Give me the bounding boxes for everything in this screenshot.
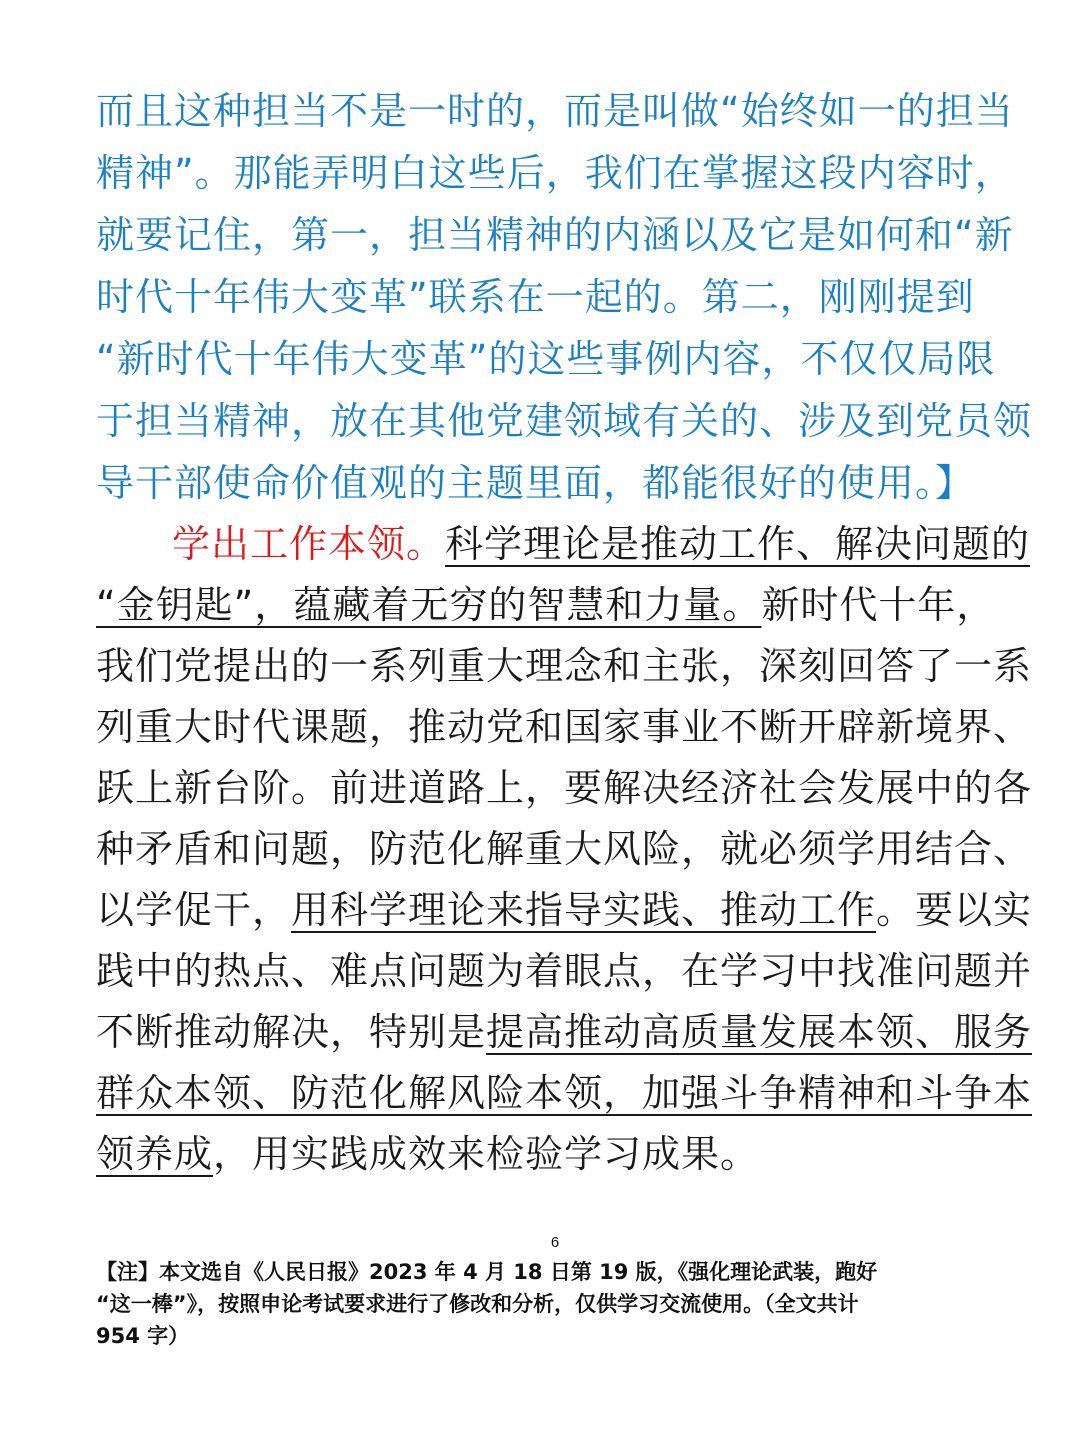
body-line <box>96 880 1033 941</box>
commentary-line: 导干部使命价值观的主题里面，都能很好的使用。】 <box>96 461 975 505</box>
underlined-text: 领养成 <box>96 1132 214 1176</box>
footnote-line: 954 字） <box>96 1324 190 1348</box>
underlined-text: 群众本领、防范化解风险本领，加强斗争精神和斗争本 <box>96 1071 1033 1115</box>
body-text: 新时代十年， <box>761 583 996 627</box>
body-text: 。要以实 <box>876 888 1033 932</box>
section-heading: 学出工作本领。 <box>172 522 446 566</box>
footnote-line: 【注】本文选自《人民日报》2023 年 4 月 18 日第 19 版，《强化理论武装，跑好 <box>96 1260 878 1284</box>
body-text: 不断推动解决，特别是 <box>96 1010 487 1054</box>
underlined-text: “金钥匙”，蕴藏着无穷的智慧和力量。 <box>96 583 762 627</box>
body-line: 列重大时代课题，推动党和国家事业不断开辟新境界、 <box>96 705 1033 749</box>
underlined-text: 提高推动高质量发展本领、服务 <box>486 1010 1033 1054</box>
commentary-line: 于担当精神，放在其他党建领域有关的、涉及到党员领 <box>96 399 1033 443</box>
commentary-line: 精神”。那能弄明白这些后，我们在掌握这段内容时， <box>96 151 1014 195</box>
commentary-line: 时代十年伟大变革”联系在一起的。第二，刚刚提到 <box>96 275 975 319</box>
body-line: 践中的热点、难点问题为着眼点，在学习中找准问题并 <box>96 949 1033 993</box>
commentary-line: 就要记住，第一，担当精神的内涵以及它是如何和“新 <box>96 213 1014 257</box>
commentary-line: “新时代十年伟大变革”的这些事例内容，不仅仅局限 <box>96 337 996 381</box>
page-number: 6 <box>550 1234 560 1251</box>
body-text: 以学促干， <box>96 888 292 932</box>
footnote <box>96 1256 996 1352</box>
body-line <box>96 1063 1033 1124</box>
body-line <box>96 1002 1033 1063</box>
body-line: 跃上新台阶。前进道路上，要解决经济社会发展中的各 <box>96 766 1033 810</box>
body-text: ，用实践成效来检验学习成果。 <box>213 1132 760 1176</box>
body-line <box>96 1124 996 1185</box>
commentary-line: 而且这种担当不是一时的，而是叫做“始终如一的担当 <box>96 89 1014 133</box>
body-line: 我们党提出的一系列重大理念和主张，深刻回答了一系 <box>96 644 1033 688</box>
underlined-text: 用科学理论来指导实践、推动工作 <box>291 888 877 932</box>
body-line <box>96 514 1031 575</box>
body-paragraph <box>96 514 1033 1185</box>
footnote-line: “这一棒”》，按照申论考试要求进行了修改和分析，仅供学习交流使用。（全文共计 <box>96 1292 859 1316</box>
body-line <box>96 575 996 636</box>
underlined-text: 科学理论是推动工作、解决问题的 <box>445 522 1031 566</box>
commentary-paragraph <box>96 80 1033 514</box>
body-line: 种矛盾和问题，防范化解重大风险，就必须学用结合、 <box>96 827 1033 871</box>
